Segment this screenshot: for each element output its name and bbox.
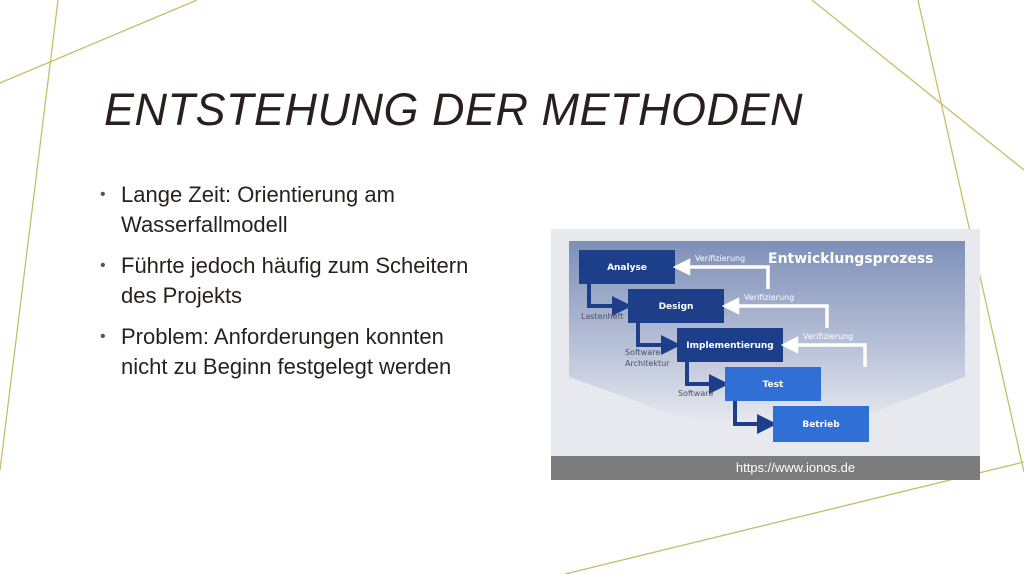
step-label: Implementierung	[686, 341, 774, 351]
bullet-text: Führte jedoch häufig zum Scheitern des Projekts	[121, 253, 469, 308]
source-caption: https://www.ionos.de	[735, 460, 856, 475]
verification-label: Verifizierung	[695, 254, 746, 263]
waterfall-diagram	[551, 229, 980, 455]
bullet-item	[100, 180, 470, 240]
step-label: Design	[658, 302, 694, 312]
output-label: Lastenheft	[581, 312, 624, 321]
step-label: Test	[762, 380, 784, 390]
verification-label: Verifizierung	[744, 293, 795, 302]
waterfall-figure	[551, 229, 980, 480]
output-label: Architektur	[625, 359, 670, 368]
bullet-text: Problem: Anforderungen konnten nicht zu Beginn festgelegt werden	[121, 324, 452, 379]
bullet-item	[100, 251, 470, 311]
verification-label: Verifizierung	[803, 332, 854, 341]
bullet-dot: •	[100, 186, 106, 203]
step-label: Analyse	[607, 263, 647, 273]
bullet-text: Lange Zeit: Orientierung am Wasserfallmodell	[121, 182, 395, 237]
slide-title: ENTSTEHUNG DER METHODEN	[104, 84, 804, 135]
output-label: Software	[678, 389, 714, 398]
diagram-heading: Entwicklungsprozess	[768, 251, 934, 267]
bullet-dot: •	[100, 257, 106, 274]
bullet-item	[100, 322, 470, 382]
caption-bar	[551, 456, 980, 480]
step-label: Betrieb	[802, 420, 840, 430]
bullet-list	[100, 180, 470, 393]
bullet-dot: •	[100, 328, 106, 345]
output-label: Software-	[625, 348, 664, 357]
